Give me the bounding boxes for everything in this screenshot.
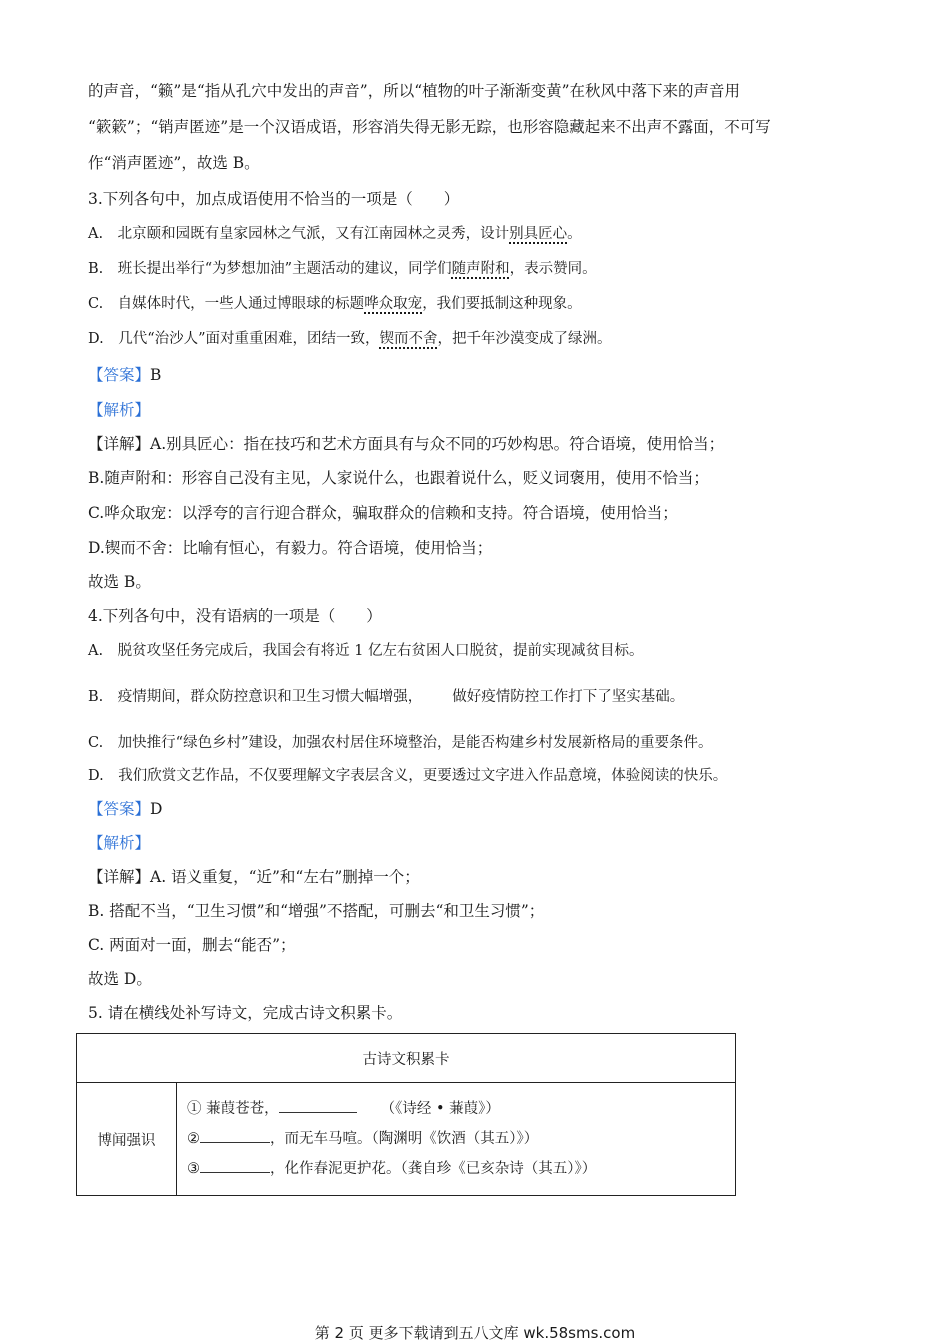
question-4-detail-c: C. 两面对一面，删去“能否”；: [88, 936, 296, 954]
paragraph-line: 作“消声匿迹”，故选 B。: [88, 154, 260, 172]
fill-blank[interactable]: [200, 1160, 270, 1173]
question-4-stem: 4.下列各句中，没有语病的一项是（ ）: [88, 607, 382, 625]
card-items: [177, 1083, 736, 1196]
item-text: ②: [187, 1131, 200, 1147]
question-4-answer: [88, 798, 162, 820]
answer-value: D: [150, 800, 163, 818]
paragraph-line: 的声音，“籁”是“指从孔穴中发出的声音”，所以“植物的叶子渐渐变黄”在秋风中落下来的声音用: [88, 82, 741, 100]
card-item-1: [187, 1094, 735, 1124]
question-3-option-d: [88, 328, 612, 350]
question-4-conclusion: 故选 D。: [88, 970, 152, 988]
answer-tag: 【答案】: [88, 366, 151, 384]
option-text: 做好疫情防控工作打下了坚实基础。: [452, 689, 685, 705]
row-label: 博闻强识: [77, 1083, 177, 1196]
option-text: D. 几代“治沙人”面对重重困难，团结一致，: [88, 331, 380, 347]
option-text: ，我们要抵制这种现象。: [422, 296, 582, 312]
card-title: 古诗文积累卡: [77, 1034, 736, 1083]
card-item-3: [187, 1154, 735, 1184]
question-4-option-b: [88, 686, 684, 708]
question-3-detail-a: [88, 433, 724, 455]
dotted-idiom: 别具匠心: [509, 226, 568, 242]
item-source: （《诗经 • 蒹葭》）: [380, 1101, 500, 1117]
option-text: 。: [567, 226, 582, 242]
question-4-option-a: A. 脱贫攻坚任务完成后，我国会有将近 1 亿左右贫困人口脱贫，提前实现减贫目标。: [88, 643, 644, 659]
item-text: ① 蒹葭苍苍，: [187, 1101, 279, 1117]
question-3-detail-c: C.哗众取宠：以浮夸的言行迎合群众，骗取群众的信赖和支持。符合语境，使用恰当；: [88, 504, 678, 522]
dotted-idiom: 随声附和: [451, 261, 510, 277]
detail-text: A.别具匠心：指在技巧和艺术方面具有与众不同的巧妙构思。符合语境，使用恰当；: [150, 435, 725, 453]
option-text: C. 自媒体时代，一些人通过博眼球的标题: [88, 296, 365, 312]
detail-tag: 【详解】: [88, 868, 151, 886]
detail-tag: 【详解】: [88, 435, 151, 453]
question-4-option-d: D. 我们欣赏文艺作品，不仅要理解文字表层含义，更要透过文字进入作品意境，体验阅读的快乐。: [88, 768, 728, 784]
answer-value: B: [150, 366, 162, 384]
question-3-stem: 3.下列各句中，加点成语使用不恰当的一项是（ ）: [88, 190, 460, 208]
paragraph-line: “簌簌”；“销声匿迹”是一个汉语成语，形容消失得无影无踪，也形容隐藏起来不出声不露面，不可写: [88, 118, 771, 136]
option-text: B. 疫情期间，群众防控意识和卫生习惯大幅增强，: [88, 689, 423, 705]
fill-blank[interactable]: [200, 1130, 270, 1143]
analysis-tag: 【解析】: [88, 834, 151, 852]
answer-tag: 【答案】: [88, 800, 151, 818]
question-3-option-b: [88, 258, 597, 280]
option-text: A. 北京颐和园既有皇家园林之气派，又有江南园林之灵秀，设计: [88, 226, 510, 242]
question-4-detail-a: [88, 866, 420, 888]
question-3-conclusion: 故选 B。: [88, 573, 151, 591]
card-item-2: [187, 1124, 735, 1154]
option-text: ，表示赞同。: [509, 261, 597, 277]
item-text: ③: [187, 1161, 200, 1177]
question-3-option-c: [88, 293, 582, 315]
item-text: ，化作春泥更护花。（龚自珍《已亥杂诗（其五）》）: [270, 1161, 597, 1177]
option-text: ，把千年沙漠变成了绿洲。: [437, 331, 612, 347]
dotted-idiom: 哗众取宠: [364, 296, 423, 312]
question-4-option-c: C. 加快推行“绿色乡村”建设，加强农村居住环境整治，是能否构建乡村发展新格局的重要条件。: [88, 735, 713, 751]
analysis-tag: 【解析】: [88, 401, 151, 419]
option-text: B. 班长提出举行“为梦想加油”主题活动的建议，同学们: [88, 261, 452, 277]
question-3-option-a: [88, 223, 582, 245]
fill-blank[interactable]: [279, 1100, 357, 1113]
question-4-detail-b: B. 搭配不当，“卫生习惯”和“增强”不搭配，可删去“和卫生习惯”；: [88, 902, 545, 920]
item-text: ，而无车马喧。（陶渊明《饮酒（其五）》）: [270, 1131, 539, 1147]
poetry-card-table: [76, 1033, 736, 1196]
dotted-idiom: 锲而不舍: [379, 331, 438, 347]
page-footer: 第 2 页 更多下载请到五八文库 wk.58sms.com: [314, 1324, 636, 1342]
detail-text: A. 语义重复，“近”和“左右”删掉一个；: [150, 868, 420, 886]
question-3-detail-d: D.锲而不舍：比喻有恒心，有毅力。符合语境，使用恰当；: [88, 539, 493, 557]
question-5-stem: 5. 请在横线处补写诗文，完成古诗文积累卡。: [88, 1004, 403, 1022]
question-3-answer: [88, 364, 161, 386]
question-3-detail-b: B.随声附和：形容自己没有主见，人家说什么，也跟着说什么，贬义词褒用，使用不恰当；: [88, 469, 709, 487]
